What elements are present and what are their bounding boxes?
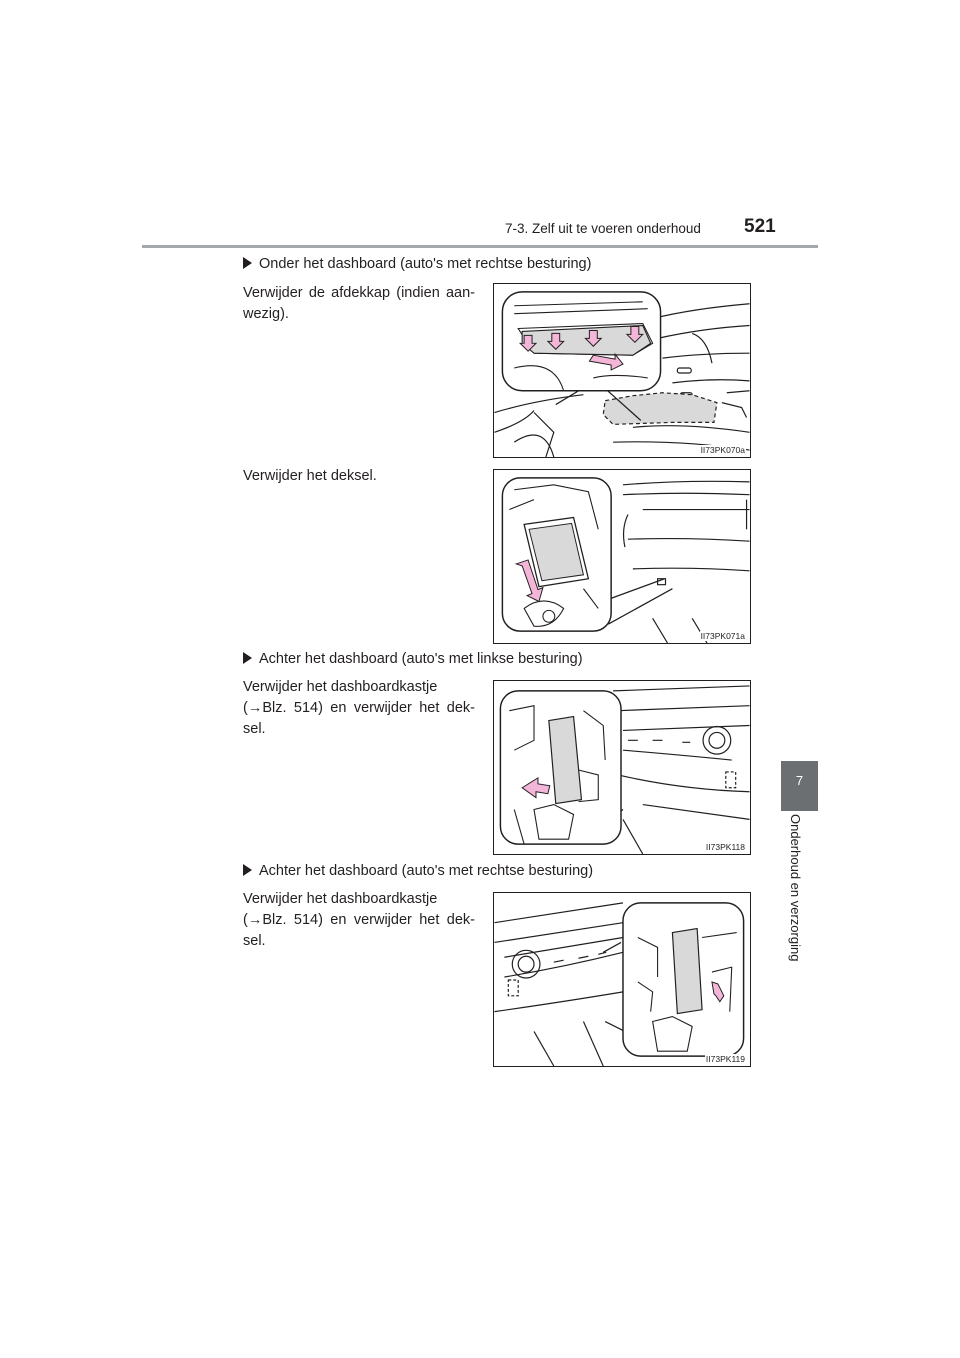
- illustration-rhd-panel: [493, 892, 751, 1067]
- figure-code: II73PK119: [705, 1054, 745, 1064]
- heading-text: Achter het dashboard (auto's met linkse besturing): [259, 651, 583, 667]
- step-line: Verwijder het dashboardkastje: [243, 679, 438, 695]
- section-title: 7-3. Zelf uit te voeren onderhoud: [505, 221, 701, 236]
- chapter-label: [786, 814, 806, 1020]
- step-text: [243, 466, 475, 487]
- triangle-bullet-icon: [243, 652, 252, 664]
- chapter-title: Onderhoud en verzorging: [788, 814, 803, 962]
- figure-code: II73PK070a: [700, 445, 745, 455]
- triangle-bullet-icon: [243, 257, 252, 269]
- page-number: 521: [744, 216, 776, 237]
- step-line: sel.: [243, 933, 266, 949]
- step-line: Verwijder de afdekkap (indien aan-: [243, 285, 475, 301]
- dashboard-rhd-drawing: [494, 893, 750, 1066]
- triangle-bullet-icon: [243, 864, 252, 876]
- header-divider: [142, 245, 818, 248]
- step-line: (→Blz. 514) en verwijder het dek-: [243, 700, 475, 716]
- step-text: [243, 889, 475, 952]
- dashboard-lid-drawing: [494, 470, 750, 643]
- section-heading-1: [243, 256, 591, 272]
- chapter-tab: 7: [781, 761, 818, 811]
- step-line: sel.: [243, 721, 266, 737]
- step-text: [243, 283, 475, 325]
- figure-code: II73PK118: [705, 842, 745, 852]
- heading-text: Onder het dashboard (auto's met rechtse besturing): [259, 256, 592, 272]
- dashboard-lhd-drawing: [494, 681, 750, 854]
- figure-code: II73PK071a: [700, 631, 745, 641]
- illustration-lid-removal: [493, 469, 751, 644]
- section-heading-3: [243, 863, 593, 879]
- dashboard-underside-drawing: [494, 284, 750, 457]
- step-line: Verwijder het deksel.: [243, 468, 377, 484]
- illustration-lhd-panel: [493, 680, 751, 855]
- step-text: [243, 677, 475, 740]
- step-line: Verwijder het dashboardkastje: [243, 891, 438, 907]
- illustration-cover-removal: [493, 283, 751, 458]
- heading-text: Achter het dashboard (auto's met rechtse besturing): [259, 863, 594, 879]
- step-line: (→Blz. 514) en verwijder het dek-: [243, 912, 475, 928]
- step-line: wezig).: [243, 306, 289, 322]
- section-heading-2: [243, 651, 583, 667]
